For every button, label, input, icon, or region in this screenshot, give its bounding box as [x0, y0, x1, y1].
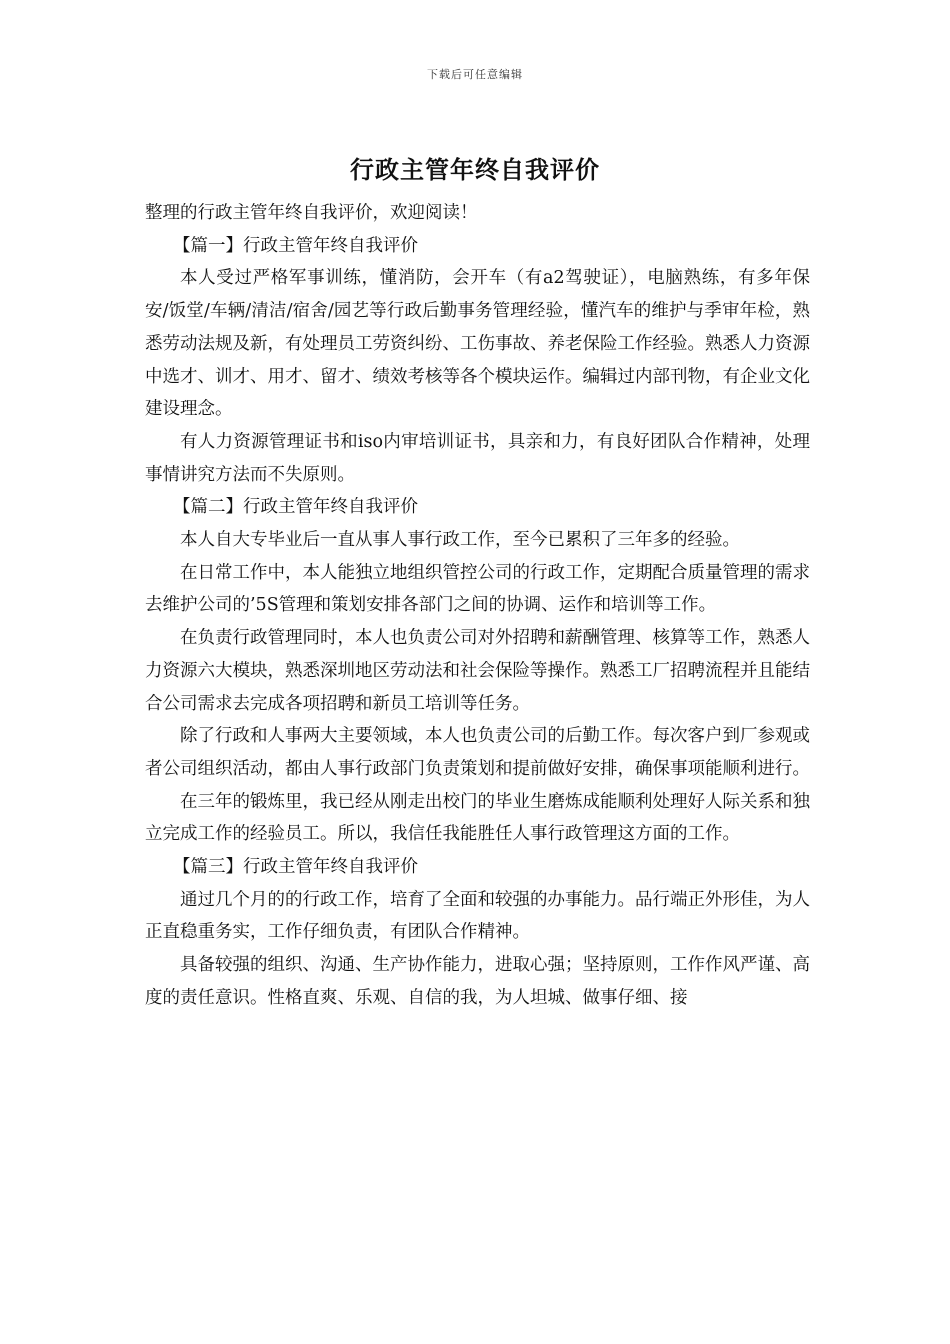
section-3-paragraph-1: 通过几个月的的行政工作，培育了全面和较强的办事能力。品行端正外形佳，为人正直稳重务实，工作仔细负责，有团队合作精神。	[145, 889, 810, 943]
section-2-paragraph-2: 在日常工作中，本人能独立地组织管控公司的行政工作，定期配合质量管理的需求去维护公司的’5S管理和策划安排各部门之间的协调、运作和培训等工作。	[145, 562, 810, 616]
section-1-heading: 【篇一】行政主管年终自我评价	[173, 235, 418, 256]
section-2-paragraph-4: 除了行政和人事两大主要领域，本人也负责公司的后勤工作。每次客户到厂参观或者公司组织活动，都由人事行政部门负责策划和提前做好安排，确保事项能顺利进行。	[145, 726, 810, 779]
section-1-paragraph-2: 有人力资源管理证书和iso内审培训证书，具亲和力，有良好团队合作精神，处理事情讲究方法而不失原则。	[145, 431, 810, 485]
section-3-paragraph-2: 具备较强的组织、沟通、生产协作能力，进取心强；坚持原则，工作作风严谨、高度的责任意识。性格直爽、乐观、自信的我，为人坦城、做事仔细、接	[145, 955, 810, 1008]
section-2-paragraph-3: 在负责行政管理同时，本人也负责公司对外招聘和薪酬管理、核算等工作，熟悉人力资源六大模块，熟悉深圳地区劳动法和社会保险等操作。熟悉工厂招聘流程并且能结合公司需求去完成各项招聘和新员工培训等任务。	[145, 628, 810, 714]
section-3-heading: 【篇三】行政主管年终自我评价	[173, 857, 418, 878]
section-2-paragraph-1: 本人自大专毕业后一直从事人事行政工作，至今已累积了三年多的经验。	[180, 530, 740, 551]
page-header-note: 下载后可任意编辑	[427, 68, 523, 81]
document-title: 行政主管年终自我评价	[350, 155, 600, 184]
section-1-paragraph-1: 本人受过严格军事训练，懂消防，会开车（有a2驾驶证），电脑熟练，有多年保安/饭堂/车辆/清洁/宿舍/园艺等行政后勤事务管理经验，懂汽车的维护与季审年检，熟悉劳动法规及新，有处理员工劳资纠纷、工伤事故、养老保险工作经验。熟悉人力资源中选才、训才、用才、留才、绩效考核等各个模块运作。编辑过内部刊物，有企业文化建设理念。	[145, 268, 810, 420]
document-body	[145, 197, 810, 1015]
section-2-paragraph-5: 在三年的锻炼里，我已经从刚走出校门的毕业生磨炼成能顺利处理好人际关系和独立完成工作的经验员工。所以，我信任我能胜任人事行政管理这方面的工作。	[145, 791, 810, 845]
intro-paragraph: 整理的行政主管年终自我评价，欢迎阅读！	[145, 203, 478, 223]
section-2-heading: 【篇二】行政主管年终自我评价	[173, 497, 418, 518]
